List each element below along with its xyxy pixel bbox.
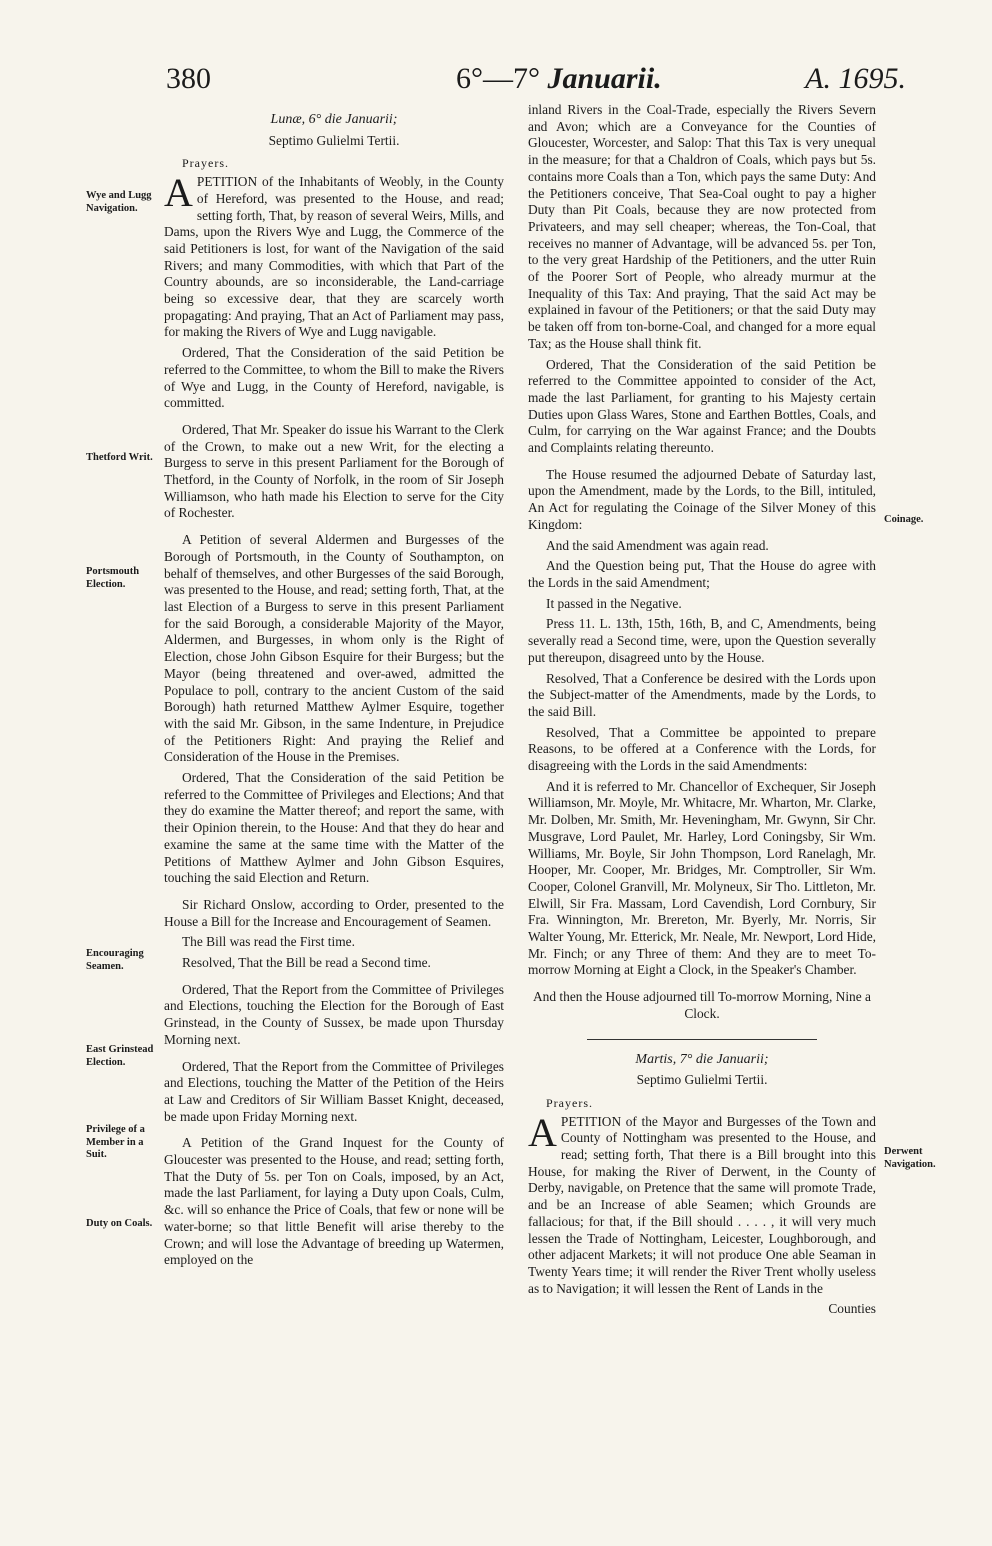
prayers-heading-tuesday: Prayers. xyxy=(546,1095,593,1110)
seamen-bill: Sir Richard Onslow, according to Order, presented to the House a Bill for the Increase and Encouragement of Seamen. xyxy=(164,896,504,929)
margin-note-seamen: Encouraging Seamen. xyxy=(86,948,144,972)
portsmouth-ordered: Ordered, That the Consideration of the said Petition be referred to the Committee of Privileges and Elections; And that they do examine the Matter thereof; and report the same, with their Opinion therein, to the House: And that they do hear and examine the same at the same time with the Matter of the Petitions of Matthew Aylmer and John Gibson Esquires, touching the said Election and Return. xyxy=(164,770,504,886)
coinage-members: And it is referred to Mr. Chancellor of Exchequer, Sir Joseph Williamson, Mr. Moyle, Mr. Whitacre, Mr. Wharton, Mr. Clarke, Mr. Dolben, Mr. Smith, Mr. Heveningham, Mr. Gwynn, Sir Chr. Musgrave, Lord Paulet, Mr. Harley, Lord Coningsby, Sir Wm. Williams, Mr. Boyle, Sir John Thompson, Lord Ranelagh, Mr. Hooper, Mr. Cooper, Mr. Bridges, Mr. Comptroller, Sir Wm. Cooper, Colonel Granvill, Mr. Molyneux, Sir Tho. Littleton, Mr. Elwill, Sir Fra. Massam, Lord Cavendish, Lord Cornbury, Sir Fra. Winnington, Mr. Brereton, Mr. Byerly, Mr. Norris, Sir Walter Young, Mr. Etterick, Mr. Neale, Mr. Newport, Lord Hide, Mr. Finch; or any Three of them: And they are to meet To-morrow Morning at Eight a Clock, in the Speaker's Chamber. xyxy=(528,778,876,978)
seamen-resolved: Resolved, That the Bill be read a Second time. xyxy=(182,955,431,971)
catchword: Counties xyxy=(828,1301,876,1317)
session-heading-tuesday: Septimo Gulielmi Tertii. xyxy=(636,1072,768,1088)
grinstead-ordered: Ordered, That the Report from the Committee of Privileges and Elections, touching the Election for the Borough of East Grinstead, in the County of Sussex, be made upon Thursday Morning next. xyxy=(164,981,504,1047)
margin-note-privilege: Privilege of a Member in a Suit. xyxy=(86,1124,145,1160)
session-heading: Septimo Gulielmi Tertii. xyxy=(268,132,400,148)
margin-note-coals: Duty on Coals. xyxy=(86,1218,153,1229)
privilege-ordered: Ordered, That the Report from the Committee of Privileges and Elections, touching the Matter of the Petition of the Heirs at Law and Creditors of Sir William Basset Knight, deceased, be made upon Friday Morning next. xyxy=(164,1058,504,1124)
right-column xyxy=(528,102,876,1318)
drop-cap: A xyxy=(164,170,193,216)
section-divider xyxy=(587,1039,817,1040)
wye-ordered: Ordered, That the Consideration of the said Petition be referred to the Committee, to whom the Bill to make the Rivers of Wye and Lugg, in the County of Hereford, navigable, is committed. xyxy=(164,345,504,411)
coinage-question: And the Question being put, That the House do agree with the Lords in the said Amendment; xyxy=(528,558,876,590)
margin-note-coinage: Coinage. xyxy=(884,514,924,525)
wye-petition-text: PETITION of the Inhabitants of Weobly, in the County of Hereford, was presented to the House, and read; setting forth, That, by reason of several Weirs, Mills, and Dams, upon the Rivers Wye and Lugg, the Commerce of the said Petitioners is lost, for want of the Navigation of the said Rivers; and many Commodities, with which that Part of the Country abounds, are so inconsiderable, the Land-carriage being so excessive dear, that they are scarcely worth propagating: And praying, That an Act of Parliament may pass, for making the Rivers of Wye and Lugg navigable. xyxy=(164,174,504,340)
derwent-petition-text: PETITION of the Mayor and Burgesses of the Town and County of Nottingham was presented to the House, and read; setting forth, That there is a Bill brought into this House, for making the River of Derwent, in the County of Derby, navigable, on Pretence that the same will promote Trade, and be an Increase of able Seamen; which Grounds are fallacious; for that, if the Bill should . . . . , it will very much lessen the Trade of Nottingham, Leicester, Loughborough, and other adjacent Markets; it will not produce One able Seaman in Twenty Years time; it will render the River Trent wholly useless as to Navigation; it will lessen the Rent of Lands in the xyxy=(528,1113,876,1296)
margin-note-portsmouth: Portsmouth Election. xyxy=(86,566,140,590)
derwent-petition xyxy=(528,1109,876,1298)
running-date xyxy=(456,62,662,96)
running-date-days: 6°—7° xyxy=(456,62,540,95)
coinage-negative: It passed in the Negative. xyxy=(546,595,682,611)
running-year: A. 1695. xyxy=(805,62,906,95)
adjournment: And then the House adjourned till To-morrow Morning, Nine a Clock. xyxy=(533,989,871,1021)
portsmouth-petition: A Petition of several Aldermen and Burgesses of the Borough of Portsmouth, in the County of Southampton, on behalf of themselves, and other Burgesses of the said Borough, was presented to the House, and read; setting forth, That, at the last Election of a Burgess to serve in this present Parliament for the said Borough, a considerable Majority of the Mayor, Aldermen, and Burgesses, in whom only is the Right of Election, chose John Gibson Esquire for their Burgess; but the Mayor (being threatened and over-awed, admitted the Populace to poll, contrary to the ancient Custom of the said Borough) hath returned Matthew Aylmer Esquire, together with the said Mr. Gibson, in the same Indenture, in Prejudice of the Petitioners Right: And praying the Relief and Consideration of the House in the Premises. xyxy=(164,532,504,765)
margin-note-wye: Wye and Lugg Navigation. xyxy=(86,190,152,214)
day-heading-monday: Lunæ, 6° die Januarii; xyxy=(270,112,398,127)
margin-note-derwent: Derwent Navigation. xyxy=(884,1146,936,1170)
coals-petition: A Petition of the Grand Inquest for the County of Gloucester was presented to the House, and read; setting forth, That the Duty of 5s. per Ton on Coals, imposed, by an Act, made the last Parliament, for laying a Duty upon Coals, Culm, &c. will so enhance the Price of Coals, that few or none will be water-borne; so that little Benefit will arise thereby to the Crown; and will lose the Advantage of breeding up Watermen, employed on the xyxy=(164,1135,504,1268)
coinage-debate: The House resumed the adjourned Debate of Saturday last, upon the Amendment, made by the Lords, to the Bill, intituled, An Act for regulating the Coinage of the Silver Money of this Kingdom: xyxy=(528,466,876,532)
margin-note-thetford: Thetford Writ. xyxy=(86,452,153,463)
wye-petition xyxy=(164,170,504,341)
left-column xyxy=(164,112,504,1273)
coinage-amendment-read: And the said Amendment was again read. xyxy=(546,537,769,553)
page-header xyxy=(166,62,906,102)
prayers-heading: Prayers. xyxy=(182,156,229,171)
day-heading-tuesday: Martis, 7° die Januarii; xyxy=(635,1051,769,1067)
coinage-conference: Resolved, That a Conference be desired with the Lords upon the Subject-matter of the Amendments, made by the Lords, to the said Bill. xyxy=(528,670,876,719)
coinage-amendments: Press 11. L. 13th, 15th, 16th, B, and C, Amendments, being severally read a Second time, were, upon the Question severally put thereupon, disagreed unto by the House. xyxy=(528,616,876,665)
page-number: 380 xyxy=(166,62,211,95)
coals-ordered: Ordered, That the Consideration of the said Petition be referred to the Committee appointed to consider of the Act, made the last Parliament, for granting to his Majesty certain Duties upon Glass Wares, Stone and Earthen Bottles, Coals, and Culm, for carrying on the War against France; and the Doubts and Complaints relating thereunto. xyxy=(528,356,876,456)
thetford-ordered: Ordered, That Mr. Speaker do issue his Warrant to the Clerk of the Crown, to make out a new Writ, for the electing a Burgess to serve in this present Parliament for the Borough of Thetford, in the County of Norfolk, in the room of Sir Joseph Williamson, who hath made his Election to serve for the City of Rochester. xyxy=(164,421,504,521)
drop-cap-tuesday: A xyxy=(528,1109,557,1155)
running-date-month: Januarii. xyxy=(547,62,662,95)
margin-note-grinstead: East Grinstead Election. xyxy=(86,1044,154,1068)
seamen-first-reading: The Bill was read the First time. xyxy=(182,934,355,950)
coals-petition-continued: inland Rivers in the Coal-Trade, especially the Rivers Severn and Avon; which are a Conveyance for the Counties of Gloucester, Worcester, and Salop: That this Tax is very unequal in the measure; for that a Chaldron of Coals, which pays but 5s. contains more Coals than a Ton, which pays the same Duty: And the Petitioners conceive, That Sea-Coal ought to pay a higher Duty than Pit Coals, because they are now protected from Privateers, and may sell cheaper; whereas, the Ton-Coal, that receives no manner of Advantage, will be advanced 5s. per Ton, to the very great Hardship of the Petitioners, and the utter Ruin of the Poorer Sort of People, who already murmur at the Inequality of this Tax: And praying, That the said Act may be explained in favour of the Petitioners; or that the said Duty may be taken off from ton-borne-Coal, and changed for a more equal Tax; as the House shall think fit. xyxy=(528,102,876,351)
coinage-committee: Resolved, That a Committee be appointed to prepare Reasons, to be offered at a Conference with the Lords, for disagreeing with the Lords in the said Amendments: xyxy=(528,724,876,774)
